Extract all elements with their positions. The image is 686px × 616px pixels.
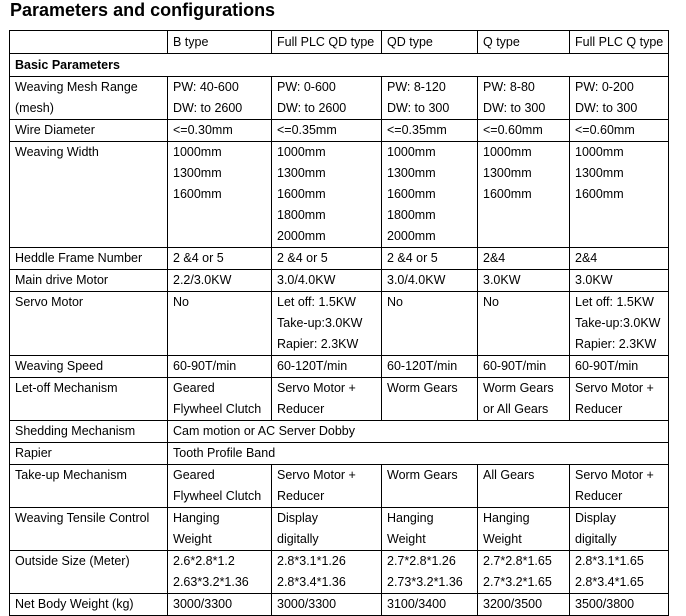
value-line: 3000/3300 (173, 597, 233, 611)
value-line: 2&4 (483, 251, 506, 265)
value-cell (570, 270, 669, 292)
value-line: Worm Gears (387, 381, 458, 395)
value-line: 3100/3400 (387, 597, 447, 611)
value-cell (272, 508, 382, 551)
value-line: Hanging (483, 511, 530, 525)
value-line: 1000mm (575, 145, 624, 159)
value-line: 1300mm (483, 166, 532, 180)
value-line: digitally (277, 532, 319, 546)
value-line: Weight (387, 532, 426, 546)
header-row (10, 31, 669, 54)
value-line: Servo Motor + (575, 468, 654, 482)
value-cell (382, 594, 478, 616)
value-line: 1300mm (173, 166, 222, 180)
value-line: PW: 0-200 (575, 80, 634, 94)
value-line: 3000/3300 (277, 597, 337, 611)
value-cell (570, 120, 669, 142)
row-label-line: Wire Diameter (15, 123, 95, 137)
value-line: PW: 8-80 (483, 80, 535, 94)
value-cell (272, 248, 382, 270)
header-cell-b-type: B type (168, 31, 272, 54)
value-line: or All Gears (483, 402, 549, 416)
value-line: Reducer (277, 489, 325, 503)
value-line: Reducer (575, 402, 623, 416)
value-cell (272, 77, 382, 120)
value-line: PW: 40-600 (173, 80, 239, 94)
table-row (10, 465, 669, 508)
value-line: Servo Motor + (277, 381, 356, 395)
value-line: 3200/3500 (483, 597, 543, 611)
value-line: 1600mm (483, 187, 532, 201)
row-label-line: Heddle Frame Number (15, 251, 143, 265)
value-line: 1000mm (173, 145, 222, 159)
row-label-line: Shedding Mechanism (15, 424, 136, 438)
value-cell (272, 142, 382, 248)
table-row (10, 508, 669, 551)
value-line: PW: 0-600 (277, 80, 336, 94)
value-cell (570, 77, 669, 120)
row-label-line: Main drive Motor (15, 273, 109, 287)
value-line: 2.7*2.8*1.65 (483, 554, 552, 568)
table-row (10, 421, 669, 443)
value-line: 1300mm (277, 166, 326, 180)
value-line: 1800mm (387, 208, 436, 222)
value-cell (272, 120, 382, 142)
table-row (10, 356, 669, 378)
value-line: Reducer (575, 489, 623, 503)
value-line: Servo Motor + (277, 468, 356, 482)
value-cell (168, 594, 272, 616)
section-label-basic-parameters: Basic Parameters (10, 54, 669, 77)
row-label (10, 356, 168, 378)
value-line: 2000mm (277, 229, 326, 243)
row-label-line: Outside Size (Meter) (15, 554, 130, 568)
table-row (10, 120, 669, 142)
row-label (10, 142, 168, 248)
value-line: 60-120T/min (277, 359, 348, 373)
value-line: 2.8*3.1*1.26 (277, 554, 346, 568)
value-line: 2.8*3.4*1.65 (575, 575, 644, 589)
row-label-line: (mesh) (15, 101, 54, 115)
value-cell (168, 378, 272, 421)
value-line: PW: 8-120 (387, 80, 446, 94)
value-line: 1000mm (387, 145, 436, 159)
value-cell (168, 356, 272, 378)
value-line: Flywheel Clutch (173, 489, 262, 503)
row-label (10, 292, 168, 356)
value-line: 3500/3800 (575, 597, 635, 611)
value-line: No (483, 295, 499, 309)
value-line: 1000mm (483, 145, 532, 159)
value-cell (382, 508, 478, 551)
value-cell (168, 551, 272, 594)
value-cell (382, 292, 478, 356)
value-cell (570, 508, 669, 551)
value-cell (570, 551, 669, 594)
table-row (10, 378, 669, 421)
row-label (10, 77, 168, 120)
value-line: 3.0KW (575, 273, 613, 287)
header-cell-q-type: Q type (478, 31, 570, 54)
value-line: Hanging (387, 511, 434, 525)
value-line: Weight (173, 532, 212, 546)
value-cell (478, 551, 570, 594)
value-line: 1000mm (277, 145, 326, 159)
value-line: 2 &4 or 5 (173, 251, 224, 265)
value-cell (272, 594, 382, 616)
value-line: Rapier: 2.3KW (575, 337, 657, 351)
value-cell (478, 142, 570, 248)
value-cell (272, 356, 382, 378)
value-line: All Gears (483, 468, 535, 482)
spanning-value-cell: Tooth Profile Band (168, 443, 669, 465)
value-line: 3.0KW (483, 273, 521, 287)
value-line: 60-120T/min (387, 359, 458, 373)
table-row (10, 443, 669, 465)
value-line: Weight (483, 532, 522, 546)
header-cell-qd-type: QD type (382, 31, 478, 54)
value-cell (570, 292, 669, 356)
value-line: Rapier: 2.3KW (277, 337, 359, 351)
value-cell (272, 378, 382, 421)
value-line: 1600mm (387, 187, 436, 201)
row-label-line: Take-up Mechanism (15, 468, 127, 482)
value-cell (168, 142, 272, 248)
value-line: 3.0/4.0KW (387, 273, 446, 287)
value-cell (478, 77, 570, 120)
row-label (10, 120, 168, 142)
value-line: Hanging (173, 511, 220, 525)
value-line: 1600mm (277, 187, 326, 201)
value-cell (168, 465, 272, 508)
row-label (10, 270, 168, 292)
value-line: 2.7*3.2*1.65 (483, 575, 552, 589)
value-line: DW: to 300 (387, 101, 450, 115)
value-line: <=0.35mm (387, 123, 447, 137)
table-row (10, 248, 669, 270)
value-line: 1600mm (575, 187, 624, 201)
value-cell (570, 142, 669, 248)
section-row (10, 54, 669, 77)
value-line: 60-90T/min (173, 359, 237, 373)
value-cell (478, 120, 570, 142)
value-line: Let off: 1.5KW (277, 295, 356, 309)
value-line: <=0.35mm (277, 123, 337, 137)
row-label-line: Weaving Speed (15, 359, 104, 373)
row-label-line: Let-off Mechanism (15, 381, 118, 395)
value-cell (382, 551, 478, 594)
value-line: 2.8*3.4*1.36 (277, 575, 346, 589)
value-cell (382, 248, 478, 270)
row-label (10, 508, 168, 551)
parameters-table (9, 30, 669, 616)
value-cell (478, 356, 570, 378)
table-row (10, 292, 669, 356)
value-line: Take-up:3.0KW (575, 316, 661, 330)
value-line: Display (277, 511, 318, 525)
value-line: 2.63*3.2*1.36 (173, 575, 249, 589)
value-line: 2000mm (387, 229, 436, 243)
row-label (10, 594, 168, 616)
row-label (10, 421, 168, 443)
value-line: 2.8*3.1*1.65 (575, 554, 644, 568)
value-line: Display (575, 511, 616, 525)
value-cell (382, 270, 478, 292)
value-line: 1600mm (173, 187, 222, 201)
value-line: 2 &4 or 5 (277, 251, 328, 265)
value-cell (478, 378, 570, 421)
row-label (10, 551, 168, 594)
value-cell (570, 356, 669, 378)
value-cell (168, 292, 272, 356)
header-cell-blank (10, 31, 168, 54)
value-line: 2 &4 or 5 (387, 251, 438, 265)
row-label (10, 248, 168, 270)
value-line: 1800mm (277, 208, 326, 222)
value-cell (570, 594, 669, 616)
value-line: 1300mm (575, 166, 624, 180)
row-label-line: Rapier (15, 446, 52, 460)
value-cell (272, 270, 382, 292)
value-line: 2.2/3.0KW (173, 273, 232, 287)
row-label (10, 378, 168, 421)
value-line: Reducer (277, 402, 325, 416)
value-line: Take-up:3.0KW (277, 316, 363, 330)
value-cell (478, 465, 570, 508)
value-cell (168, 77, 272, 120)
value-line: <=0.30mm (173, 123, 233, 137)
row-label (10, 443, 168, 465)
value-cell (478, 248, 570, 270)
value-line: 2.73*3.2*1.36 (387, 575, 463, 589)
value-cell (478, 292, 570, 356)
value-line: Worm Gears (387, 468, 458, 482)
value-cell (382, 356, 478, 378)
spanning-value-cell: Cam motion or AC Server Dobby (168, 421, 669, 443)
value-cell (382, 120, 478, 142)
value-cell (168, 508, 272, 551)
row-label-line: Net Body Weight (kg) (15, 597, 134, 611)
row-label-line: Weaving Tensile Control (15, 511, 150, 525)
value-line: Let off: 1.5KW (575, 295, 654, 309)
value-line: <=0.60mm (483, 123, 543, 137)
value-cell (382, 465, 478, 508)
value-line: 1300mm (387, 166, 436, 180)
value-line: Servo Motor + (575, 381, 654, 395)
value-cell (168, 270, 272, 292)
value-line: DW: to 300 (575, 101, 638, 115)
value-cell (272, 551, 382, 594)
value-cell (570, 248, 669, 270)
value-line: No (387, 295, 403, 309)
value-cell (570, 378, 669, 421)
value-cell (168, 248, 272, 270)
value-line: Geared (173, 468, 215, 482)
value-line: digitally (575, 532, 617, 546)
value-line: 2&4 (575, 251, 598, 265)
row-label-line: Weaving Mesh Range (15, 80, 138, 94)
table-row (10, 551, 669, 594)
value-line: Worm Gears (483, 381, 554, 395)
value-line: DW: to 300 (483, 101, 546, 115)
value-line: Geared (173, 381, 215, 395)
value-line: DW: to 2600 (173, 101, 243, 115)
table-row (10, 142, 669, 248)
value-cell (570, 465, 669, 508)
value-line: Flywheel Clutch (173, 402, 262, 416)
row-label (10, 465, 168, 508)
header-cell-full-plc-qd-type: Full PLC QD type (272, 31, 382, 54)
value-cell (478, 270, 570, 292)
row-label-line: Weaving Width (15, 145, 99, 159)
header-cell-full-plc-q-type: Full PLC Q type (570, 31, 669, 54)
value-cell (168, 120, 272, 142)
page-title: Parameters and configurations (10, 0, 276, 20)
value-line: 3.0/4.0KW (277, 273, 336, 287)
value-cell (272, 292, 382, 356)
value-line: 2.7*2.8*1.26 (387, 554, 456, 568)
value-cell (382, 77, 478, 120)
value-line: <=0.60mm (575, 123, 635, 137)
value-cell (478, 508, 570, 551)
value-cell (478, 594, 570, 616)
table-row (10, 77, 669, 120)
table-body (10, 31, 669, 616)
value-line: 60-90T/min (483, 359, 547, 373)
row-label-line: Servo Motor (15, 295, 84, 309)
table-row (10, 594, 669, 616)
value-cell (382, 378, 478, 421)
value-line: 60-90T/min (575, 359, 639, 373)
value-line: 2.6*2.8*1.2 (173, 554, 235, 568)
value-cell (272, 465, 382, 508)
value-cell (382, 142, 478, 248)
table-row (10, 270, 669, 292)
value-line: No (173, 295, 189, 309)
value-line: DW: to 2600 (277, 101, 347, 115)
